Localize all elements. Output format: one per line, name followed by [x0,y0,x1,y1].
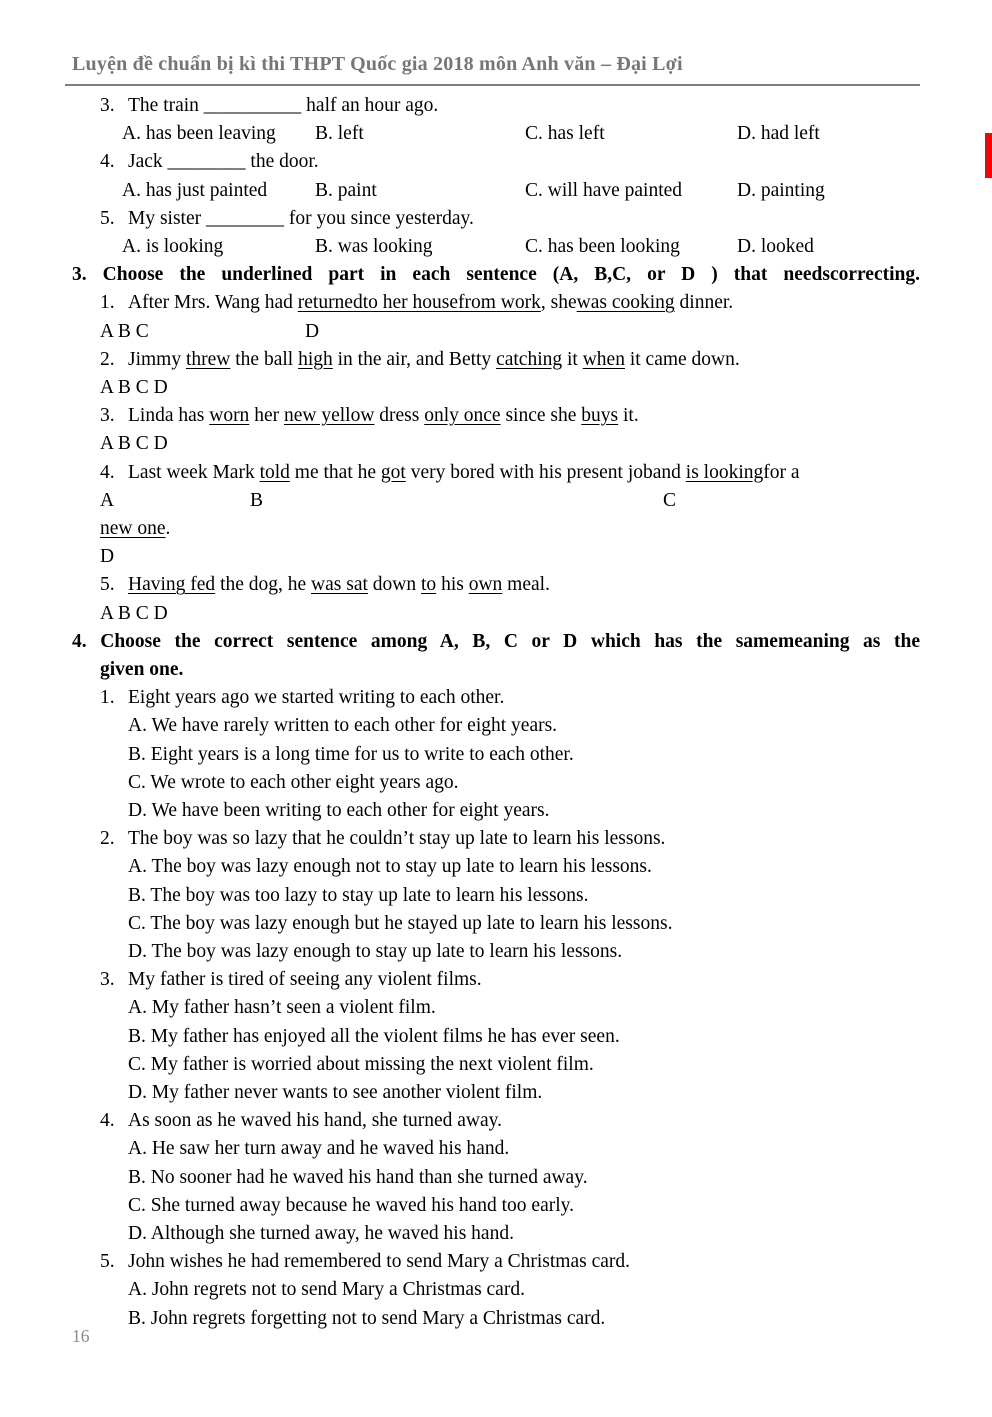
question-number: 5. [100,207,115,229]
option-a: A. John regrets not to send Mary a Christmas card. [128,1279,525,1301]
option-b: B. John regrets forgetting not to send Mary a Christmas card. [128,1307,606,1329]
section3-question-1-letters: A B C D [100,320,320,342]
question-text: Eight years ago we started writing to each other. [128,687,505,709]
section4-question-3 [72,966,920,994]
question-text: The train __________ half an hour ago. [128,95,439,116]
question-number: 2. [100,828,115,850]
section3-question-1 [72,289,920,317]
question-text: The boy was so lazy that he couldn’t stay up late to learn his lessons. [128,828,666,850]
header-title: Luyện đề chuẩn bị kì thi THPT Quốc gia 2018 môn Anh văn – Đại Lợi [72,53,683,75]
option-c: C. My father is worried about missing the next violent film. [128,1053,594,1075]
annotation-red-bar [985,133,992,178]
option-b: B. Eight years is a long time for us to write to each other. [128,743,574,765]
question-number: 2. [100,348,115,370]
question-number: 3. [100,405,115,427]
question-number: 1. [100,292,115,314]
question-text: Linda has worn her new yellow dress only once since she buys it. [128,405,639,427]
section4-heading-line1: 4. Choose the correct sentence among A, B, C or D which has the samemeaning as the [72,630,920,652]
section3-question-2-letters: A B C D [100,376,168,398]
question-text: After Mrs. Wang had returnedto her housefrom work, shewas cooking dinner. [128,292,734,314]
question-number: 4. [100,461,115,483]
page-number: 16 [72,1326,90,1346]
section4-heading-line2: given one. [100,658,184,680]
option-c: C. We wrote to each other eight years ago. [128,771,459,793]
question-text: Jack ________ the door. [128,151,319,173]
option-a: A. The boy was lazy enough not to stay up late to learn his lessons. [128,856,652,878]
option-c: C. The boy was lazy enough but he stayed up late to learn his lessons. [128,912,673,934]
option-d: D. We have been writing to each other for eight years. [128,799,550,821]
option-d: D. Although she turned away, he waved his hand. [128,1222,514,1244]
question-text: As soon as he waved his hand, she turned away. [128,1110,503,1132]
section4-question-1 [72,684,920,712]
option-a: A. We have rarely written to each other for eight years. [128,715,558,737]
option-a: A. My father hasn’t seen a violent film. [128,997,436,1019]
section4-question-2 [72,825,920,853]
option-b: B. No sooner had he waved his hand than she turned away. [128,1166,588,1188]
page-content [72,92,920,1333]
section3-question-4 [72,459,920,487]
section3-question-3 [72,402,920,430]
section3-question-4-continuation: new one. [100,517,171,539]
question-number: 3. [100,95,115,116]
grammar-question-5-options: A. is looking B. was looking C. has been looking D. looked [122,235,814,257]
question-number: 5. [100,574,115,596]
question-text: Having fed the dog, he was sat down to his own meal. [128,574,550,596]
option-a: A. He saw her turn away and he waved his hand. [128,1138,510,1160]
section3-question-5-letters: A B C D [100,602,168,624]
option-d: D. My father never wants to see another violent film. [128,1081,543,1103]
question-text: Last week Mark told me that he got very bored with his present joband is lookingfor a [128,461,800,483]
option-c: C. She turned away because he waved his hand too early. [128,1194,575,1216]
section3-question-4-letter-d: D [100,546,115,568]
question-number: 4. [100,151,115,173]
section3-question-5 [72,571,920,599]
question-text: John wishes he had remembered to send Mary a Christmas card. [128,1251,630,1273]
section3-question-4-letters: A B C [100,489,677,511]
grammar-question-4 [72,148,920,176]
option-d: D. The boy was lazy enough to stay up late to learn his lessons. [128,940,623,962]
section4-question-5 [72,1248,920,1276]
question-text: My sister ________ for you since yesterday. [128,207,474,229]
grammar-question-3-options: A. has been leaving B. left C. has left D. had left [122,123,820,145]
section3-heading: 3. Choose the underlined part in each sentence (A, B,C, or D ) that needscorrecting. [72,264,920,286]
question-text: My father is tired of seeing any violent films. [128,969,482,991]
page-header [65,50,920,86]
question-number: 5. [100,1251,115,1273]
grammar-question-3 [72,92,920,120]
question-text: Jimmy threw the ball high in the air, and Betty catching it when it came down. [128,348,740,370]
option-b: B. My father has enjoyed all the violent films he has ever seen. [128,1025,620,1047]
question-number: 1. [100,687,115,709]
option-b: B. The boy was too lazy to stay up late to learn his lessons. [128,884,589,906]
section3-question-3-letters: A B C D [100,433,168,455]
grammar-question-4-options: A. has just painted B. paint C. will have painted D. painting [122,179,825,201]
section3-question-2 [72,346,920,374]
question-number: 3. [100,969,115,991]
section4-question-4 [72,1107,920,1135]
question-number: 4. [100,1110,115,1132]
grammar-question-5 [72,205,920,233]
